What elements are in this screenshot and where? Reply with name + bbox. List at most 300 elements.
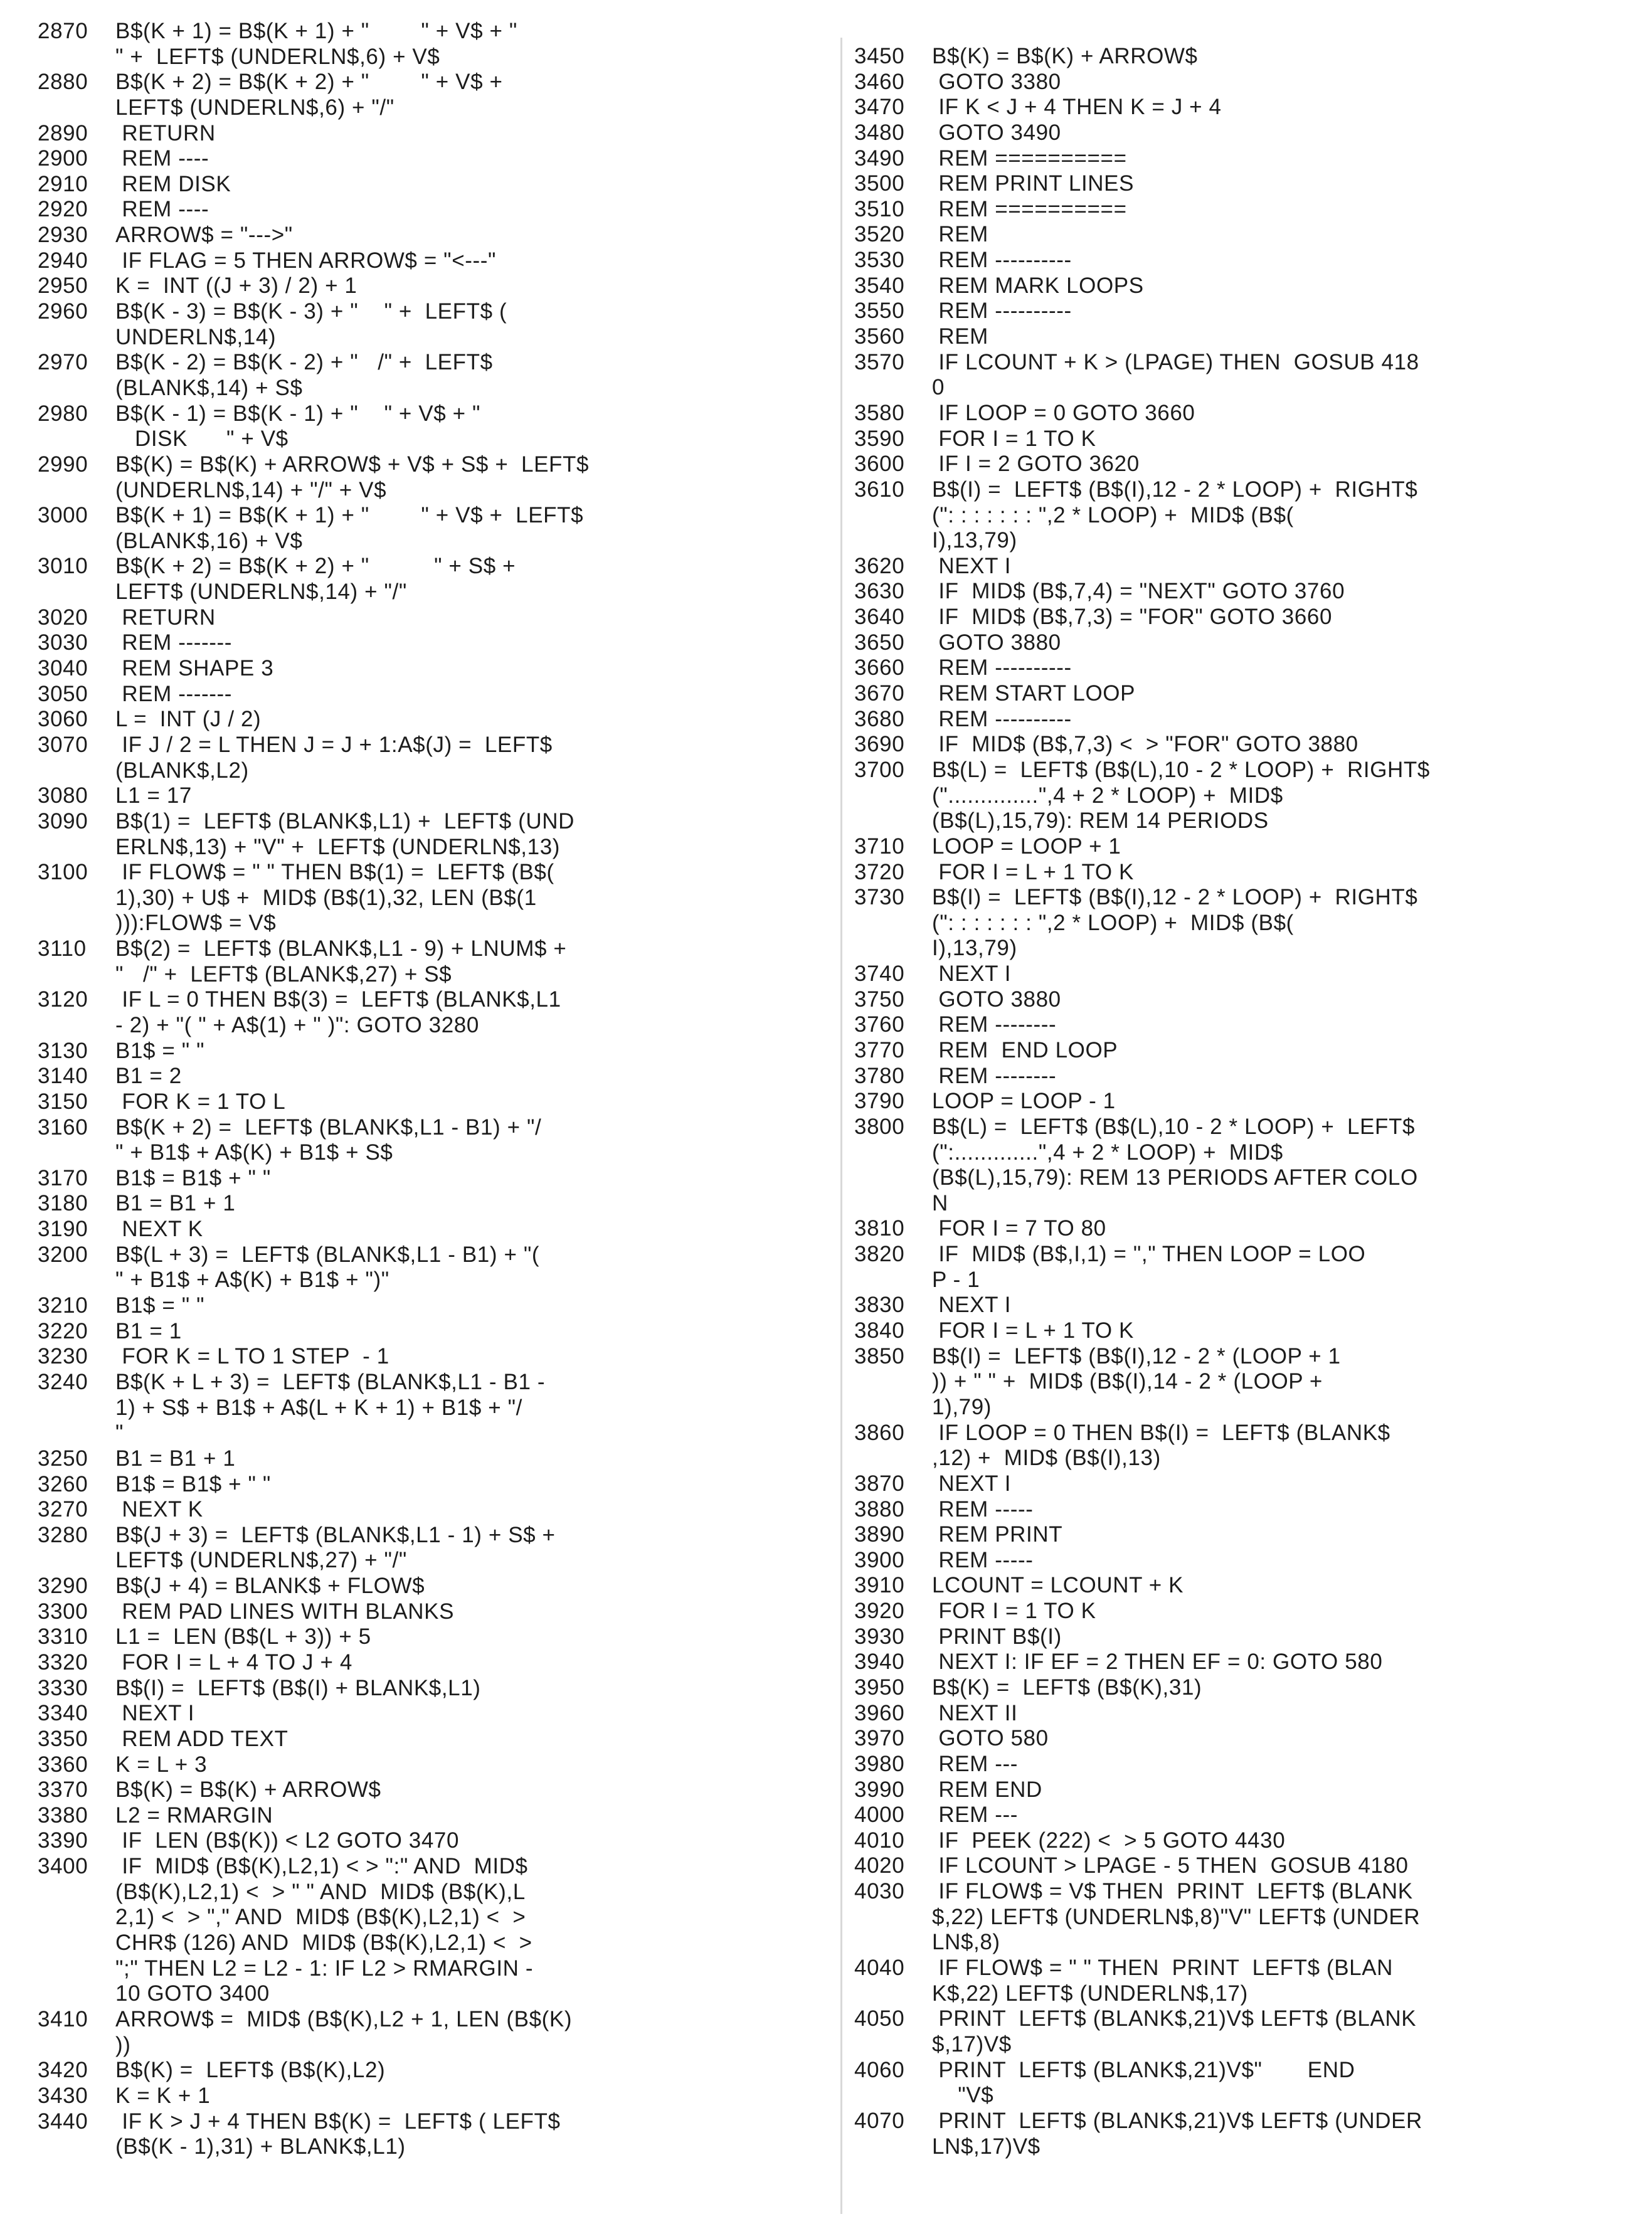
code-line — [854, 452, 1632, 477]
line-number: 3370 — [38, 1777, 88, 1803]
line-number: 3970 — [854, 1726, 905, 1751]
code-continuation: (BLANK$,L2) — [115, 758, 249, 783]
line-number: 2910 — [38, 171, 88, 196]
line-number: 3940 — [854, 1649, 905, 1675]
code-line — [854, 1471, 1632, 1497]
code-statement: B$(K) = LEFT$ (B$(K),L2) — [115, 2058, 386, 2083]
code-line — [38, 426, 803, 452]
line-number: 3290 — [38, 1574, 88, 1599]
line-number: 3320 — [38, 1650, 88, 1675]
code-line — [38, 1039, 803, 1064]
line-number: 3540 — [854, 273, 905, 298]
code-continuation: - 2) + "( " + A$(1) + " )": GOTO 3280 — [115, 1012, 479, 1037]
code-line — [38, 146, 803, 172]
code-statement: RETURN — [115, 605, 216, 630]
code-line — [854, 834, 1632, 860]
code-line — [854, 605, 1632, 630]
code-line — [38, 630, 803, 656]
line-number: 3760 — [854, 1012, 905, 1037]
line-number: 3070 — [38, 732, 88, 757]
code-statement: B1 = 1 — [115, 1318, 182, 1343]
code-statement: FOR K = L TO 1 STEP - 1 — [115, 1344, 389, 1369]
code-line — [854, 1191, 1632, 1217]
code-line — [854, 1726, 1632, 1752]
code-continuation: (BLANK$,16) + V$ — [115, 528, 303, 553]
code-statement: B$(1) = LEFT$ (BLANK$,L1) + LEFT$ (UND — [115, 808, 575, 834]
code-line — [854, 1701, 1632, 1727]
line-number: 3700 — [854, 757, 905, 782]
line-number: 3870 — [854, 1471, 905, 1496]
code-line — [854, 1548, 1632, 1574]
line-number: 3690 — [854, 732, 905, 757]
code-line — [38, 1777, 803, 1803]
code-statement: ARROW$ = MID$ (B$(K),L2 + 1, LEN (B$(K) — [115, 2006, 573, 2031]
column-divider — [840, 38, 842, 2214]
code-statement: REM --- — [932, 1803, 1018, 1828]
code-statement: GOTO 3880 — [932, 987, 1061, 1012]
line-number: 3800 — [854, 1114, 905, 1139]
code-statement: L = INT (J / 2) — [115, 707, 262, 732]
code-line — [38, 758, 803, 784]
line-number: 3210 — [38, 1293, 88, 1318]
code-line — [854, 273, 1632, 299]
code-line — [38, 478, 803, 504]
line-number: 3600 — [854, 452, 905, 477]
code-line — [38, 707, 803, 733]
code-line — [854, 630, 1632, 656]
line-number: 2930 — [38, 223, 88, 248]
code-line — [38, 529, 803, 554]
line-number: 3530 — [854, 248, 905, 273]
line-number: 3990 — [854, 1777, 905, 1802]
line-number: 3680 — [854, 706, 905, 731]
code-statement: B$(I) = LEFT$ (B$(I),12 - 2 * LOOP) + RIGHT$ — [932, 885, 1418, 910]
code-line — [38, 987, 803, 1013]
code-statement: FOR I = 7 TO 80 — [932, 1216, 1106, 1241]
code-line — [854, 401, 1632, 426]
code-continuation: LEFT$ (UNDERLN$,6) + "/" — [115, 95, 394, 120]
line-number: 3890 — [854, 1522, 905, 1547]
code-line — [854, 426, 1632, 452]
code-line — [38, 860, 803, 886]
line-number: 3920 — [854, 1599, 905, 1624]
code-statement: NEXT I — [115, 1701, 195, 1726]
code-continuation: (UNDERLN$,14) + "/" + V$ — [115, 477, 387, 502]
line-number: 3080 — [38, 783, 88, 808]
code-statement: NEXT I — [932, 553, 1012, 578]
line-number: 3790 — [854, 1089, 905, 1114]
code-line — [38, 2007, 803, 2033]
line-number: 3060 — [38, 707, 88, 732]
code-statement: B1$ = B1$ + " " — [115, 1471, 271, 1496]
code-line — [38, 1676, 803, 1702]
line-number: 3820 — [854, 1242, 905, 1267]
code-statement: IF MID$ (B$,7,3) = "FOR" GOTO 3660 — [932, 605, 1333, 630]
code-line — [854, 1012, 1632, 1038]
code-statement: K = INT ((J + 3) / 2) + 1 — [115, 273, 357, 299]
code-statement: B1 = B1 + 1 — [115, 1191, 236, 1216]
line-number: 3420 — [38, 2058, 88, 2083]
code-line — [38, 350, 803, 376]
code-line — [854, 2083, 1632, 2109]
code-statement: B$(K) = LEFT$ (B$(K),31) — [932, 1675, 1202, 1700]
code-line — [854, 1140, 1632, 1166]
code-line — [854, 528, 1632, 554]
line-number: 3120 — [38, 987, 88, 1012]
code-statement: IF L = 0 THEN B$(3) = LEFT$ (BLANK$,L1 — [115, 987, 561, 1012]
line-number: 2970 — [38, 350, 88, 375]
code-statement: REM PRINT LINES — [932, 171, 1135, 196]
code-line — [854, 1038, 1632, 1064]
code-line — [38, 656, 803, 682]
line-number: 4070 — [854, 2108, 905, 2133]
line-number: 2980 — [38, 401, 88, 426]
code-statement: IF FLOW$ = " " THEN B$(1) = LEFT$ (B$( — [115, 860, 554, 885]
code-line — [854, 1216, 1632, 1242]
code-line — [38, 1548, 803, 1574]
code-line — [854, 2032, 1632, 2058]
code-statement: B1 = B1 + 1 — [115, 1446, 236, 1471]
line-number: 3550 — [854, 299, 905, 324]
code-line — [38, 1395, 803, 1421]
line-number: 3510 — [854, 196, 905, 221]
code-line — [854, 1446, 1632, 1471]
code-statement: NEXT I — [932, 961, 1012, 987]
code-line — [38, 2084, 803, 2109]
code-statement: B$(I) = LEFT$ (B$(I),12 - 2 * LOOP) + RIGHT$ — [932, 477, 1418, 502]
code-statement: B$(J + 4) = BLANK$ + FLOW$ — [115, 1574, 425, 1599]
code-line — [38, 1574, 803, 1599]
line-number: 3860 — [854, 1420, 905, 1445]
line-number: 4010 — [854, 1828, 905, 1853]
code-line — [854, 1879, 1632, 1905]
code-line — [38, 1828, 803, 1854]
code-line — [38, 962, 803, 988]
code-statement: L1 = 17 — [115, 783, 192, 808]
code-statement: IF MID$ (B$,7,4) = "NEXT" GOTO 3760 — [932, 579, 1345, 604]
line-number: 3260 — [38, 1471, 88, 1496]
code-line — [854, 44, 1632, 70]
line-number: 3040 — [38, 656, 88, 681]
code-line — [854, 375, 1632, 401]
line-number: 3490 — [854, 146, 905, 171]
code-statement: REM ---- — [115, 197, 209, 222]
code-statement: K = L + 3 — [115, 1752, 208, 1777]
code-line — [854, 1395, 1632, 1421]
code-statement: REM DISK — [115, 171, 231, 196]
code-continuation: LEFT$ (UNDERLN$,14) + "/" — [115, 580, 407, 605]
line-number: 2890 — [38, 120, 88, 146]
line-number: 3930 — [854, 1624, 905, 1649]
code-continuation: LN$,8) — [932, 1930, 1000, 1955]
line-number: 3360 — [38, 1752, 88, 1777]
line-number: 3020 — [38, 605, 88, 630]
code-line — [38, 1981, 803, 2007]
code-line — [854, 1115, 1632, 1140]
code-statement: IF MID$ (B$(K),L2,1) < > ":" AND MID$ — [115, 1854, 528, 1879]
line-number: 3310 — [38, 1624, 88, 1649]
code-continuation: I),13,79) — [932, 528, 1017, 553]
code-line — [854, 1777, 1632, 1803]
code-continuation: ))):FLOW$ = V$ — [115, 911, 277, 936]
line-number: 3240 — [38, 1369, 88, 1394]
code-line — [854, 2109, 1632, 2134]
code-statement: FOR I = 1 TO K — [932, 426, 1096, 451]
code-continuation: " /" + LEFT$ (BLANK$,27) + S$ — [115, 961, 452, 987]
line-number: 3410 — [38, 2006, 88, 2031]
code-statement: B$(K - 2) = B$(K - 2) + " /" + LEFT$ — [115, 350, 493, 375]
line-number: 3000 — [38, 503, 88, 528]
code-continuation: (B$(K),L2,1) < > " " AND MID$ (B$(K),L — [115, 1879, 526, 1904]
code-statement: B$(K - 1) = B$(K - 1) + " " + V$ + " — [115, 401, 480, 426]
code-statement: IF MID$ (B$,7,3) < > "FOR" GOTO 3880 — [932, 732, 1358, 757]
line-number: 3580 — [854, 400, 905, 425]
code-line — [38, 1905, 803, 1930]
line-number: 3770 — [854, 1037, 905, 1062]
code-line — [854, 987, 1632, 1013]
code-line — [854, 885, 1632, 911]
line-number: 3470 — [854, 95, 905, 120]
code-line — [854, 758, 1632, 783]
code-statement: REM PAD LINES WITH BLANKS — [115, 1599, 455, 1624]
code-line — [38, 1956, 803, 1982]
code-line — [38, 172, 803, 198]
code-line — [38, 886, 803, 911]
code-statement: IF J / 2 = L THEN J = J + 1:A$(J) = LEFT$ — [115, 732, 553, 757]
code-line — [854, 1675, 1632, 1701]
code-continuation: P - 1 — [932, 1267, 980, 1292]
code-continuation: 1) + S$ + B1$ + A$(L + K + 1) + B1$ + "/ — [115, 1395, 523, 1420]
code-line — [854, 1421, 1632, 1446]
code-continuation: LN$,17)V$ — [932, 2134, 1040, 2159]
code-line — [854, 961, 1632, 987]
line-number: 3740 — [854, 961, 905, 987]
code-line — [854, 1089, 1632, 1115]
code-continuation: UNDERLN$,14) — [115, 324, 277, 349]
code-statement: B$(K + L + 3) = LEFT$ (BLANK$,L1 - B1 - — [115, 1369, 546, 1394]
line-number: 3640 — [854, 605, 905, 630]
code-statement: LCOUNT = LCOUNT + K — [932, 1573, 1184, 1598]
line-number: 4060 — [854, 2057, 905, 2082]
code-line — [854, 1573, 1632, 1599]
code-line — [38, 248, 803, 274]
code-continuation: "V$ — [932, 2083, 994, 2108]
line-number: 3650 — [854, 630, 905, 655]
line-number: 3300 — [38, 1599, 88, 1624]
code-continuation: (": : : : : : : ",2 * LOOP) + MID$ (B$( — [932, 502, 1294, 527]
code-line — [38, 1497, 803, 1523]
code-line — [38, 299, 803, 325]
code-continuation: N — [932, 1190, 948, 1215]
code-line — [38, 1293, 803, 1319]
code-continuation: (": : : : : : : ",2 * LOOP) + MID$ (B$( — [932, 910, 1294, 935]
line-number: 3590 — [854, 426, 905, 451]
code-statement: B$(2) = LEFT$ (BLANK$,L1 - 9) + LNUM$ + — [115, 936, 567, 961]
code-statement: FOR I = 1 TO K — [932, 1599, 1096, 1624]
code-line — [38, 911, 803, 936]
code-statement: B$(K - 3) = B$(K - 3) + " " + LEFT$ ( — [115, 299, 507, 324]
code-line — [854, 1853, 1632, 1879]
code-line — [38, 1242, 803, 1268]
line-number: 3570 — [854, 349, 905, 374]
code-line — [854, 1930, 1632, 1956]
code-line — [38, 197, 803, 223]
code-continuation: 10 GOTO 3400 — [115, 1981, 270, 2006]
line-number: 3630 — [854, 579, 905, 604]
line-number: 3440 — [38, 2109, 88, 2134]
line-number: 3190 — [38, 1217, 88, 1242]
line-number: 3030 — [38, 630, 88, 655]
code-line — [854, 1828, 1632, 1854]
code-line — [854, 503, 1632, 529]
line-number: 4040 — [854, 1956, 905, 1981]
code-line — [38, 1191, 803, 1217]
code-line — [854, 732, 1632, 758]
code-statement: L2 = RMARGIN — [115, 1803, 273, 1828]
code-line — [38, 2033, 803, 2058]
code-statement: IF LEN (B$(K)) < L2 GOTO 3470 — [115, 1828, 460, 1853]
code-line — [854, 911, 1632, 936]
code-statement: REM ---------- — [932, 248, 1072, 273]
code-statement: FOR K = 1 TO L — [115, 1089, 286, 1114]
code-statement: REM ========== — [932, 196, 1127, 221]
code-statement: B1$ = " " — [115, 1038, 205, 1063]
code-statement: GOTO 580 — [932, 1726, 1049, 1751]
code-line — [38, 1624, 803, 1650]
code-continuation: $,17)V$ — [932, 2031, 1012, 2057]
code-line — [38, 1319, 803, 1345]
code-statement: GOTO 3880 — [932, 630, 1061, 655]
line-number: 4030 — [854, 1879, 905, 1904]
line-number: 3400 — [38, 1854, 88, 1879]
line-number: 3500 — [854, 171, 905, 196]
code-continuation: " + LEFT$ (UNDERLN$,6) + V$ — [115, 44, 440, 69]
code-line — [38, 401, 803, 427]
code-statement: REM PRINT — [932, 1522, 1063, 1547]
code-statement: B$(K + 1) = B$(K + 1) + " " + V$ + LEFT$ — [115, 503, 584, 528]
line-number: 3160 — [38, 1115, 88, 1140]
code-line — [854, 1064, 1632, 1089]
line-number: 3340 — [38, 1701, 88, 1726]
code-line — [38, 733, 803, 758]
code-continuation: ";" THEN L2 = L2 - 1: IF L2 > RMARGIN - — [115, 1956, 534, 1981]
code-line — [38, 835, 803, 860]
code-line — [854, 1522, 1632, 1548]
code-continuation: (B$(K - 1),31) + BLANK$,L1) — [115, 2134, 406, 2159]
line-number: 3180 — [38, 1191, 88, 1216]
code-statement: IF FLOW$ = V$ THEN PRINT LEFT$ (BLANK — [932, 1879, 1413, 1904]
line-number: 2870 — [38, 19, 88, 43]
code-line — [38, 605, 803, 631]
code-continuation: (B$(L),15,79): REM 13 PERIODS AFTER COLO — [932, 1165, 1418, 1190]
code-line — [854, 1344, 1632, 1370]
code-line — [38, 1930, 803, 1956]
line-number: 3750 — [854, 987, 905, 1012]
code-line — [38, 936, 803, 962]
line-number: 3730 — [854, 885, 905, 910]
code-line — [854, 248, 1632, 273]
code-continuation: CHR$ (126) AND MID$ (B$(K),L2,1) < > — [115, 1930, 532, 1956]
code-statement: ARROW$ = "--->" — [115, 223, 293, 248]
code-statement: REM SHAPE 3 — [115, 656, 274, 681]
line-number: 2880 — [38, 70, 88, 95]
code-line — [38, 1701, 803, 1727]
code-line — [854, 783, 1632, 809]
code-continuation: (B$(L),15,79): REM 14 PERIODS — [932, 808, 1269, 834]
code-line — [38, 682, 803, 707]
code-line — [854, 324, 1632, 350]
code-continuation: 0 — [932, 375, 945, 400]
code-line — [854, 95, 1632, 120]
code-statement: REM -------- — [932, 1012, 1057, 1037]
code-line — [38, 2109, 803, 2135]
code-statement: PRINT LEFT$ (BLANK$,21)V$ LEFT$ (UNDER — [932, 2108, 1422, 2133]
code-line — [854, 2134, 1632, 2160]
line-number: 3050 — [38, 681, 88, 706]
line-number: 3450 — [854, 44, 905, 68]
code-line — [854, 1752, 1632, 1777]
line-number: 3950 — [854, 1675, 905, 1700]
line-number: 3250 — [38, 1446, 88, 1471]
code-statement: LOOP = LOOP + 1 — [932, 834, 1121, 859]
code-line — [38, 121, 803, 147]
code-statement: NEXT K — [115, 1217, 203, 1242]
line-number: 3830 — [854, 1293, 905, 1318]
code-line — [38, 376, 803, 401]
code-line — [854, 808, 1632, 834]
code-line — [38, 1599, 803, 1625]
code-line — [854, 1497, 1632, 1523]
code-line — [38, 1523, 803, 1549]
line-number: 3100 — [38, 860, 88, 885]
code-statement: B$(I) = LEFT$ (B$(I),12 - 2 * (LOOP + 1 — [932, 1343, 1341, 1369]
code-statement: B$(K + 1) = B$(K + 1) + " " + V$ + " — [115, 19, 517, 43]
code-line — [38, 325, 803, 351]
code-statement: B1$ = " " — [115, 1293, 205, 1318]
line-number: 3480 — [854, 120, 905, 145]
code-statement: RETURN — [115, 120, 216, 146]
code-line — [38, 809, 803, 835]
line-number: 3810 — [854, 1216, 905, 1241]
code-statement: B$(K + 2) = B$(K + 2) + " " + V$ + — [115, 70, 503, 95]
line-number: 3460 — [854, 69, 905, 94]
code-statement: NEXT I: IF EF = 2 THEN EF = 0: GOTO 580 — [932, 1649, 1383, 1675]
code-line — [854, 477, 1632, 503]
code-line — [38, 1217, 803, 1242]
code-statement: REM ---------- — [932, 299, 1072, 324]
code-statement: B$(K) = B$(K) + ARROW$ + V$ + S$ + LEFT$ — [115, 452, 590, 477]
code-statement: REM ---------- — [932, 706, 1072, 731]
code-line — [38, 1421, 803, 1446]
code-statement: REM — [932, 222, 988, 247]
line-number: 3110 — [38, 936, 87, 961]
code-line — [854, 1165, 1632, 1191]
code-statement: REM -------- — [932, 1063, 1057, 1088]
line-number: 4050 — [854, 2006, 905, 2031]
code-line — [38, 2134, 803, 2160]
code-continuation: )) + " " + MID$ (B$(I),14 - 2 * (LOOP + — [932, 1369, 1323, 1394]
code-statement: IF FLAG = 5 THEN ARROW$ = "<---" — [115, 248, 497, 273]
code-statement: B$(L) = LEFT$ (B$(L),10 - 2 * LOOP) + RIGHT$ — [932, 757, 1430, 782]
line-number: 4020 — [854, 1853, 905, 1878]
code-line — [854, 1624, 1632, 1650]
code-line — [38, 45, 803, 70]
code-statement: REM MARK LOOPS — [932, 273, 1144, 298]
left-code-column — [38, 19, 803, 2160]
line-number: 3140 — [38, 1064, 88, 1089]
code-continuation: " — [115, 1421, 124, 1446]
code-statement: LOOP = LOOP - 1 — [932, 1089, 1116, 1114]
